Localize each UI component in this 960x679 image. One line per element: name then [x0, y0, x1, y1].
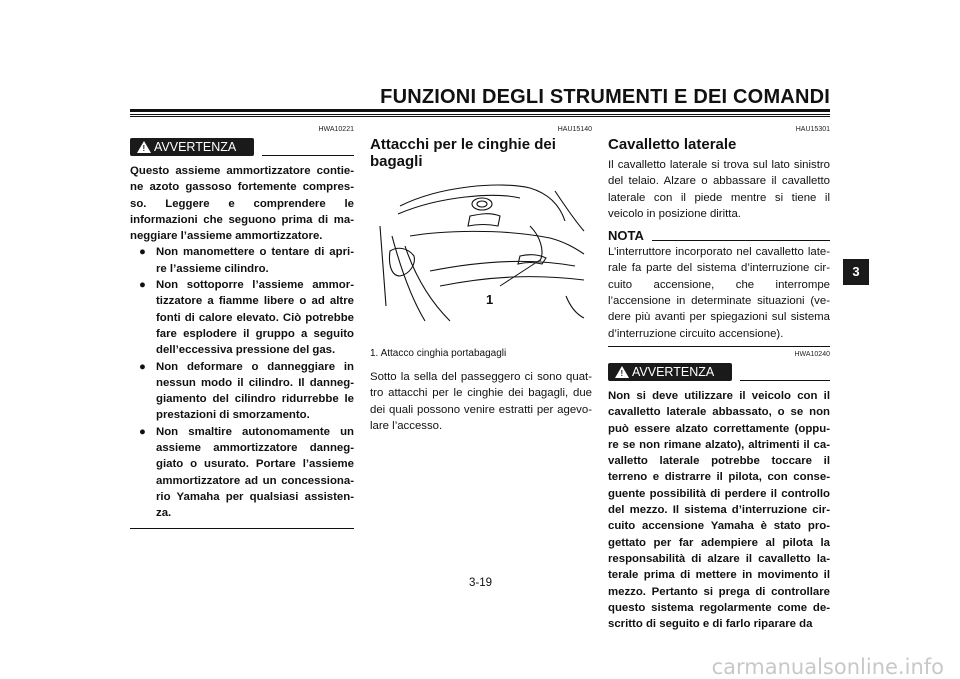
header-rule-thick	[130, 109, 830, 112]
warning-rule	[740, 380, 830, 381]
bullet-dot-icon: ●	[139, 360, 146, 373]
bullet-dot-icon: ●	[139, 279, 146, 292]
section-title: Attacchi per le cinghie dei bagagli	[370, 136, 556, 170]
exclamation-icon: !	[142, 144, 146, 153]
warning-end-rule	[130, 528, 354, 529]
note-header	[608, 228, 830, 244]
section-body: Il cavalletto laterale si trova sul lato sinistro del telaio. Alzare o abbassare il cavalletto laterale con il piede mentre si tiene il veicolo in posizione diritta.	[608, 159, 830, 220]
column-right	[608, 122, 830, 632]
header-rule-thin	[130, 114, 830, 115]
note-rule	[652, 240, 830, 241]
note-end-rule	[608, 346, 830, 347]
warning-label: AVVERTENZA	[154, 140, 237, 154]
bullet-text: Non manomettere o tentare di apri-re l’assieme cilindro.	[156, 246, 354, 275]
note-label: NOTA	[608, 228, 644, 244]
watermark: carmanualsonline.info	[711, 655, 944, 679]
page-header-title: FUNZIONI DEGLI STRUMENTI E DEI COMANDI	[380, 86, 830, 108]
warning-rule	[262, 155, 354, 156]
bullet-text: Non deformare o danneggiare in nessun modo il cilindro. Il danneg-giamento del cilindro ridurrebbe le prestazioni di smorzamento.	[156, 360, 354, 422]
column-left	[130, 122, 354, 529]
bullet-dot-icon: ●	[139, 425, 146, 438]
warning-header	[130, 138, 354, 158]
warning-header	[608, 363, 830, 383]
warning-bullet	[130, 244, 354, 277]
bullet-text: Non smaltire autonomamente un assieme ammortizzatore danneg-giato o usurato. Portare l’assieme ammortizzatore ad un concessiona-rio Yamaha per qualsiasi assisten-za.	[156, 425, 354, 520]
chapter-tab: 3	[843, 259, 869, 285]
bullet-text: Non sottoporre l’assieme ammor-tizzatore a fiamme libere o ad altre fonti di calore elevato. Ciò potrebbe fare esplodere il gruppo a seguito dell’eccessiva pressione del gas.	[156, 279, 354, 357]
figure-callout: 1	[486, 292, 494, 307]
page-number: 3-19	[469, 577, 493, 589]
warning-bullet	[130, 277, 354, 358]
reference-code: HWA10240	[794, 350, 830, 358]
warning-text: Non si deve utilizzare il veicolo con il cavalletto laterale abbassato, o se non può essere alzato correttamente (oppu-re se non rimane alzato), altrimenti il ca-valletto laterale potrebbe toccare il terreno e distrarre il pilota, con conse-guente possibilità di perdere il controllo del mezzo. Il sistema d’interruzione cir-cuito accensione Yamaha è stato pro-gettato per far adempiere al pilota la responsabilità di alzare il cavalletto la-terale prima di mettere in movimento il mezzo. Pertanto si prega di controllare questo sistema regolarmente come de-scritto di seguito e di farlo riparare da	[608, 389, 830, 631]
warning-bullet	[130, 424, 354, 522]
exclamation-icon: !	[620, 368, 624, 378]
reference-code: HWA10221	[318, 126, 354, 133]
note-text: L’interruttore incorporato nel cavalletto late-rale fa parte del sistema d’interruzione cir-cuito accensione, che interrompe l’accensione in determinate situazioni (ve-dere più avanti per spiegazioni sul sistema d’interruzione circuito accensione).	[608, 246, 830, 340]
figure-caption: 1. Attacco cinghia portabagagli	[370, 348, 507, 359]
warning-badge	[608, 363, 732, 381]
warning-intro: Questo assieme ammortizzatore contie-ne azoto gassoso fortemente compres-so. Leggere e comprendere le informazioni che seguono prima di ma-neggiare l’assieme ammortizzatore.	[130, 165, 354, 243]
bullet-dot-icon: ●	[139, 246, 146, 259]
warning-bullet	[130, 359, 354, 424]
section-title: Cavalletto laterale	[608, 136, 737, 153]
warning-badge	[130, 138, 254, 156]
header-rule-thin	[130, 116, 830, 117]
column-middle	[370, 122, 592, 434]
reference-code: HAU15140	[557, 126, 592, 133]
reference-code: HAU15301	[795, 126, 830, 133]
luggage-strap-hook-illustration	[370, 176, 592, 326]
warning-label: AVVERTENZA	[632, 364, 715, 379]
section-body: Sotto la sella del passeggero ci sono quat-tro attacchi per le cinghie dei bagagli, due dei quali possono venire estratti per agevo-lare l’accesso.	[370, 371, 592, 432]
